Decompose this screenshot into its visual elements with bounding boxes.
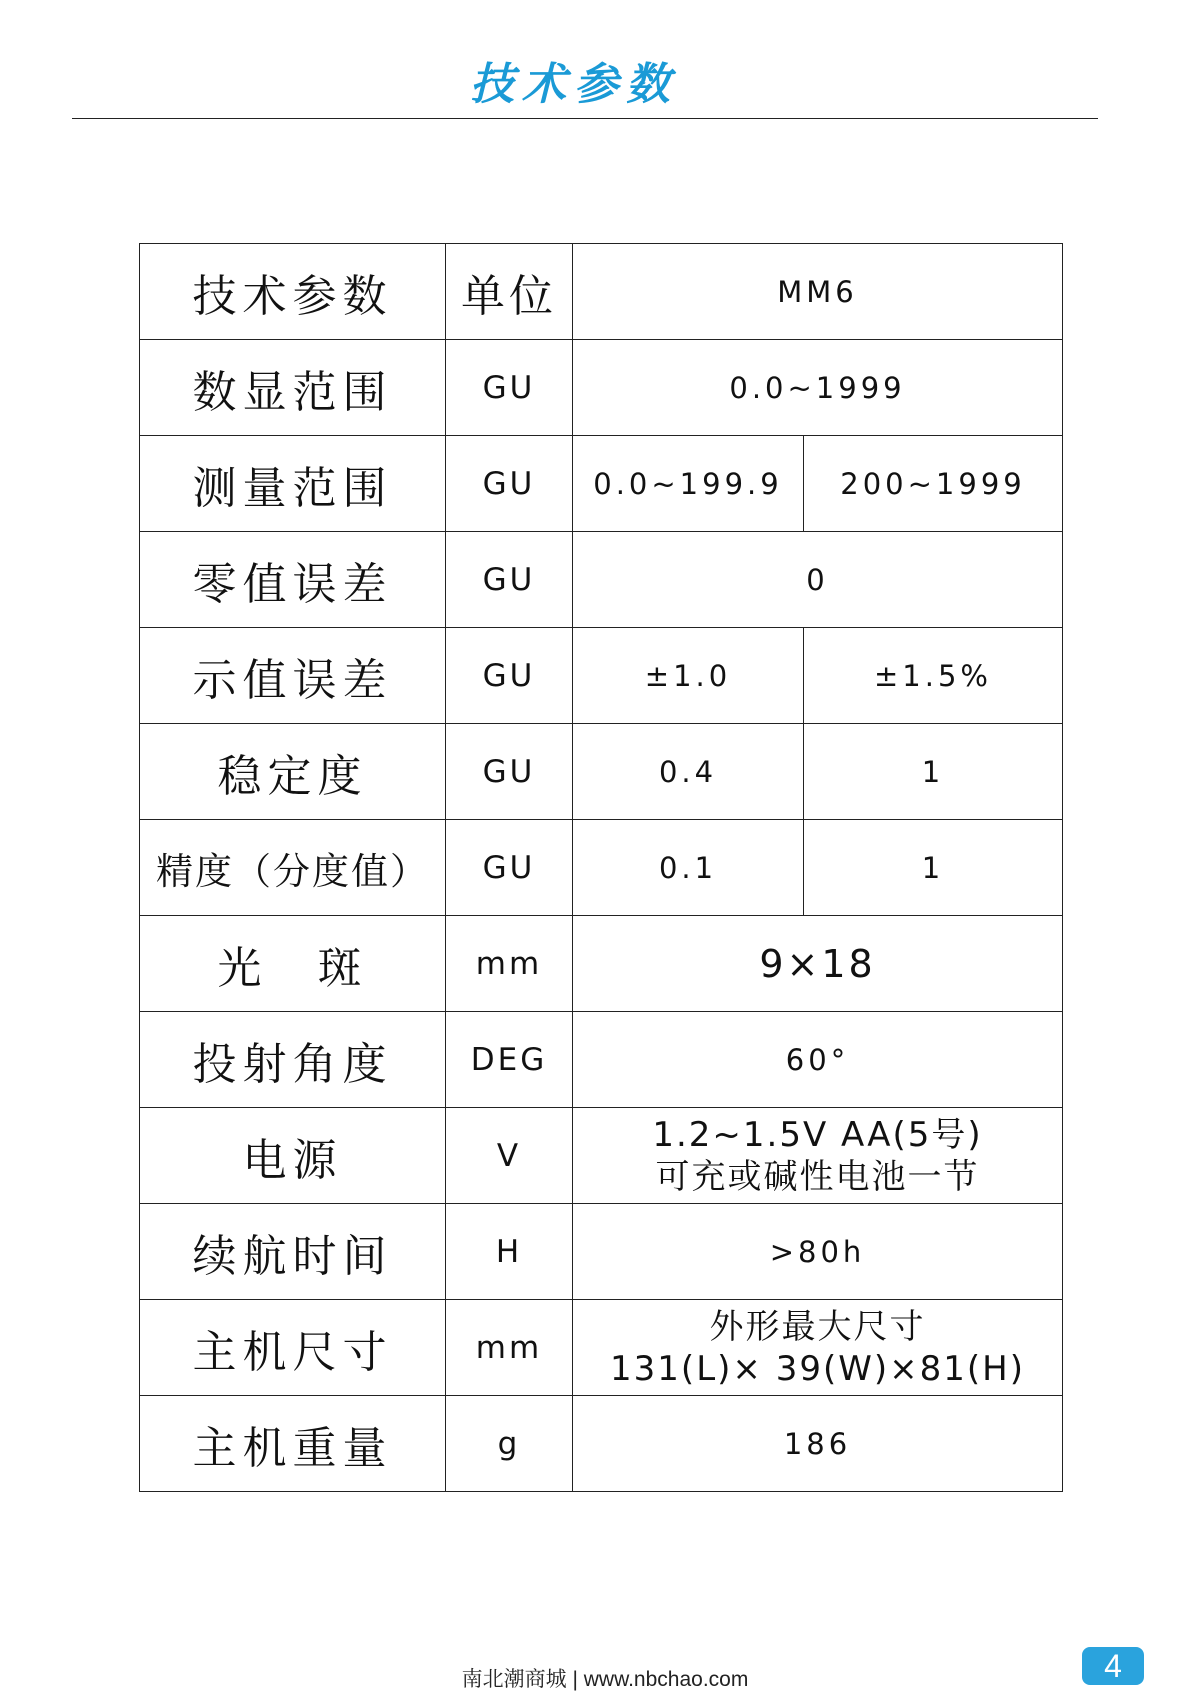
unit-cell: GU	[446, 436, 573, 532]
param-cell: 数显范围	[140, 340, 446, 436]
unit-cell: DEG	[446, 1012, 573, 1108]
value-cell: 186	[573, 1396, 1063, 1492]
value-cell-high-range: 1	[804, 820, 1063, 916]
table-row	[140, 340, 1063, 436]
table-row	[140, 1204, 1063, 1300]
table-row	[140, 1012, 1063, 1108]
unit-cell: GU	[446, 628, 573, 724]
table-row	[140, 436, 1063, 532]
param-cell: 零值误差	[140, 532, 446, 628]
table-row	[140, 1396, 1063, 1492]
value-cell-low-range: 0.1	[573, 820, 804, 916]
table-header-row	[140, 244, 1063, 340]
value-cell: 60°	[573, 1012, 1063, 1108]
param-cell: 电源	[140, 1108, 446, 1204]
value-line: 131(L)× 39(W)×81(H)	[610, 1348, 1025, 1389]
param-cell: 测量范围	[140, 436, 446, 532]
value-cell-multiline	[573, 1300, 1063, 1396]
value-cell-multiline	[573, 1108, 1063, 1204]
value-cell-low-range: 0.0~199.9	[573, 436, 804, 532]
value-line: 1.2~1.5V AA(5号)	[652, 1114, 983, 1155]
value-cell: 9×18	[573, 916, 1063, 1012]
header-model-cell: MM6	[573, 244, 1063, 340]
unit-cell: GU	[446, 724, 573, 820]
unit-cell: GU	[446, 340, 573, 436]
table-row	[140, 532, 1063, 628]
param-cell: 主机尺寸	[140, 1300, 446, 1396]
spec-table	[139, 243, 1063, 1492]
table-row	[140, 1108, 1063, 1204]
param-cell: 主机重量	[140, 1396, 446, 1492]
value-line: 外形最大尺寸	[709, 1306, 926, 1347]
header-unit-cell: 单位	[446, 244, 573, 340]
unit-cell: mm	[446, 916, 573, 1012]
page-number-badge: 4	[1082, 1647, 1144, 1685]
table-row	[140, 724, 1063, 820]
unit-cell: GU	[446, 532, 573, 628]
table-row	[140, 628, 1063, 724]
param-cell: 精度（分度值）	[140, 820, 446, 916]
unit-cell: GU	[446, 820, 573, 916]
param-cell: 光 斑	[140, 916, 446, 1012]
value-cell-low-range: 0.4	[573, 724, 804, 820]
unit-cell: H	[446, 1204, 573, 1300]
value-cell: 0.0~1999	[573, 340, 1063, 436]
table-row	[140, 820, 1063, 916]
title-divider	[72, 118, 1098, 119]
unit-cell: g	[446, 1396, 573, 1492]
value-cell-low-range: ±1.0	[573, 628, 804, 724]
header-param-cell: 技术参数	[140, 244, 446, 340]
value-cell: >80h	[573, 1204, 1063, 1300]
page-title: 技术参数	[470, 59, 678, 110]
param-cell: 续航时间	[140, 1204, 446, 1300]
param-cell: 投射角度	[140, 1012, 446, 1108]
unit-cell: V	[446, 1108, 573, 1204]
value-cell-high-range: 1	[804, 724, 1063, 820]
footer-site-text: 南北潮商城 | www.nbchao.com	[461, 1668, 749, 1691]
value-cell: 0	[573, 532, 1063, 628]
param-cell: 示值误差	[140, 628, 446, 724]
table-row	[140, 1300, 1063, 1396]
value-cell-high-range: 200~1999	[804, 436, 1063, 532]
value-line: 可充或碱性电池一节	[655, 1156, 980, 1197]
param-cell: 稳定度	[140, 724, 446, 820]
table-row	[140, 916, 1063, 1012]
unit-cell: mm	[446, 1300, 573, 1396]
value-cell-high-range: ±1.5%	[804, 628, 1063, 724]
